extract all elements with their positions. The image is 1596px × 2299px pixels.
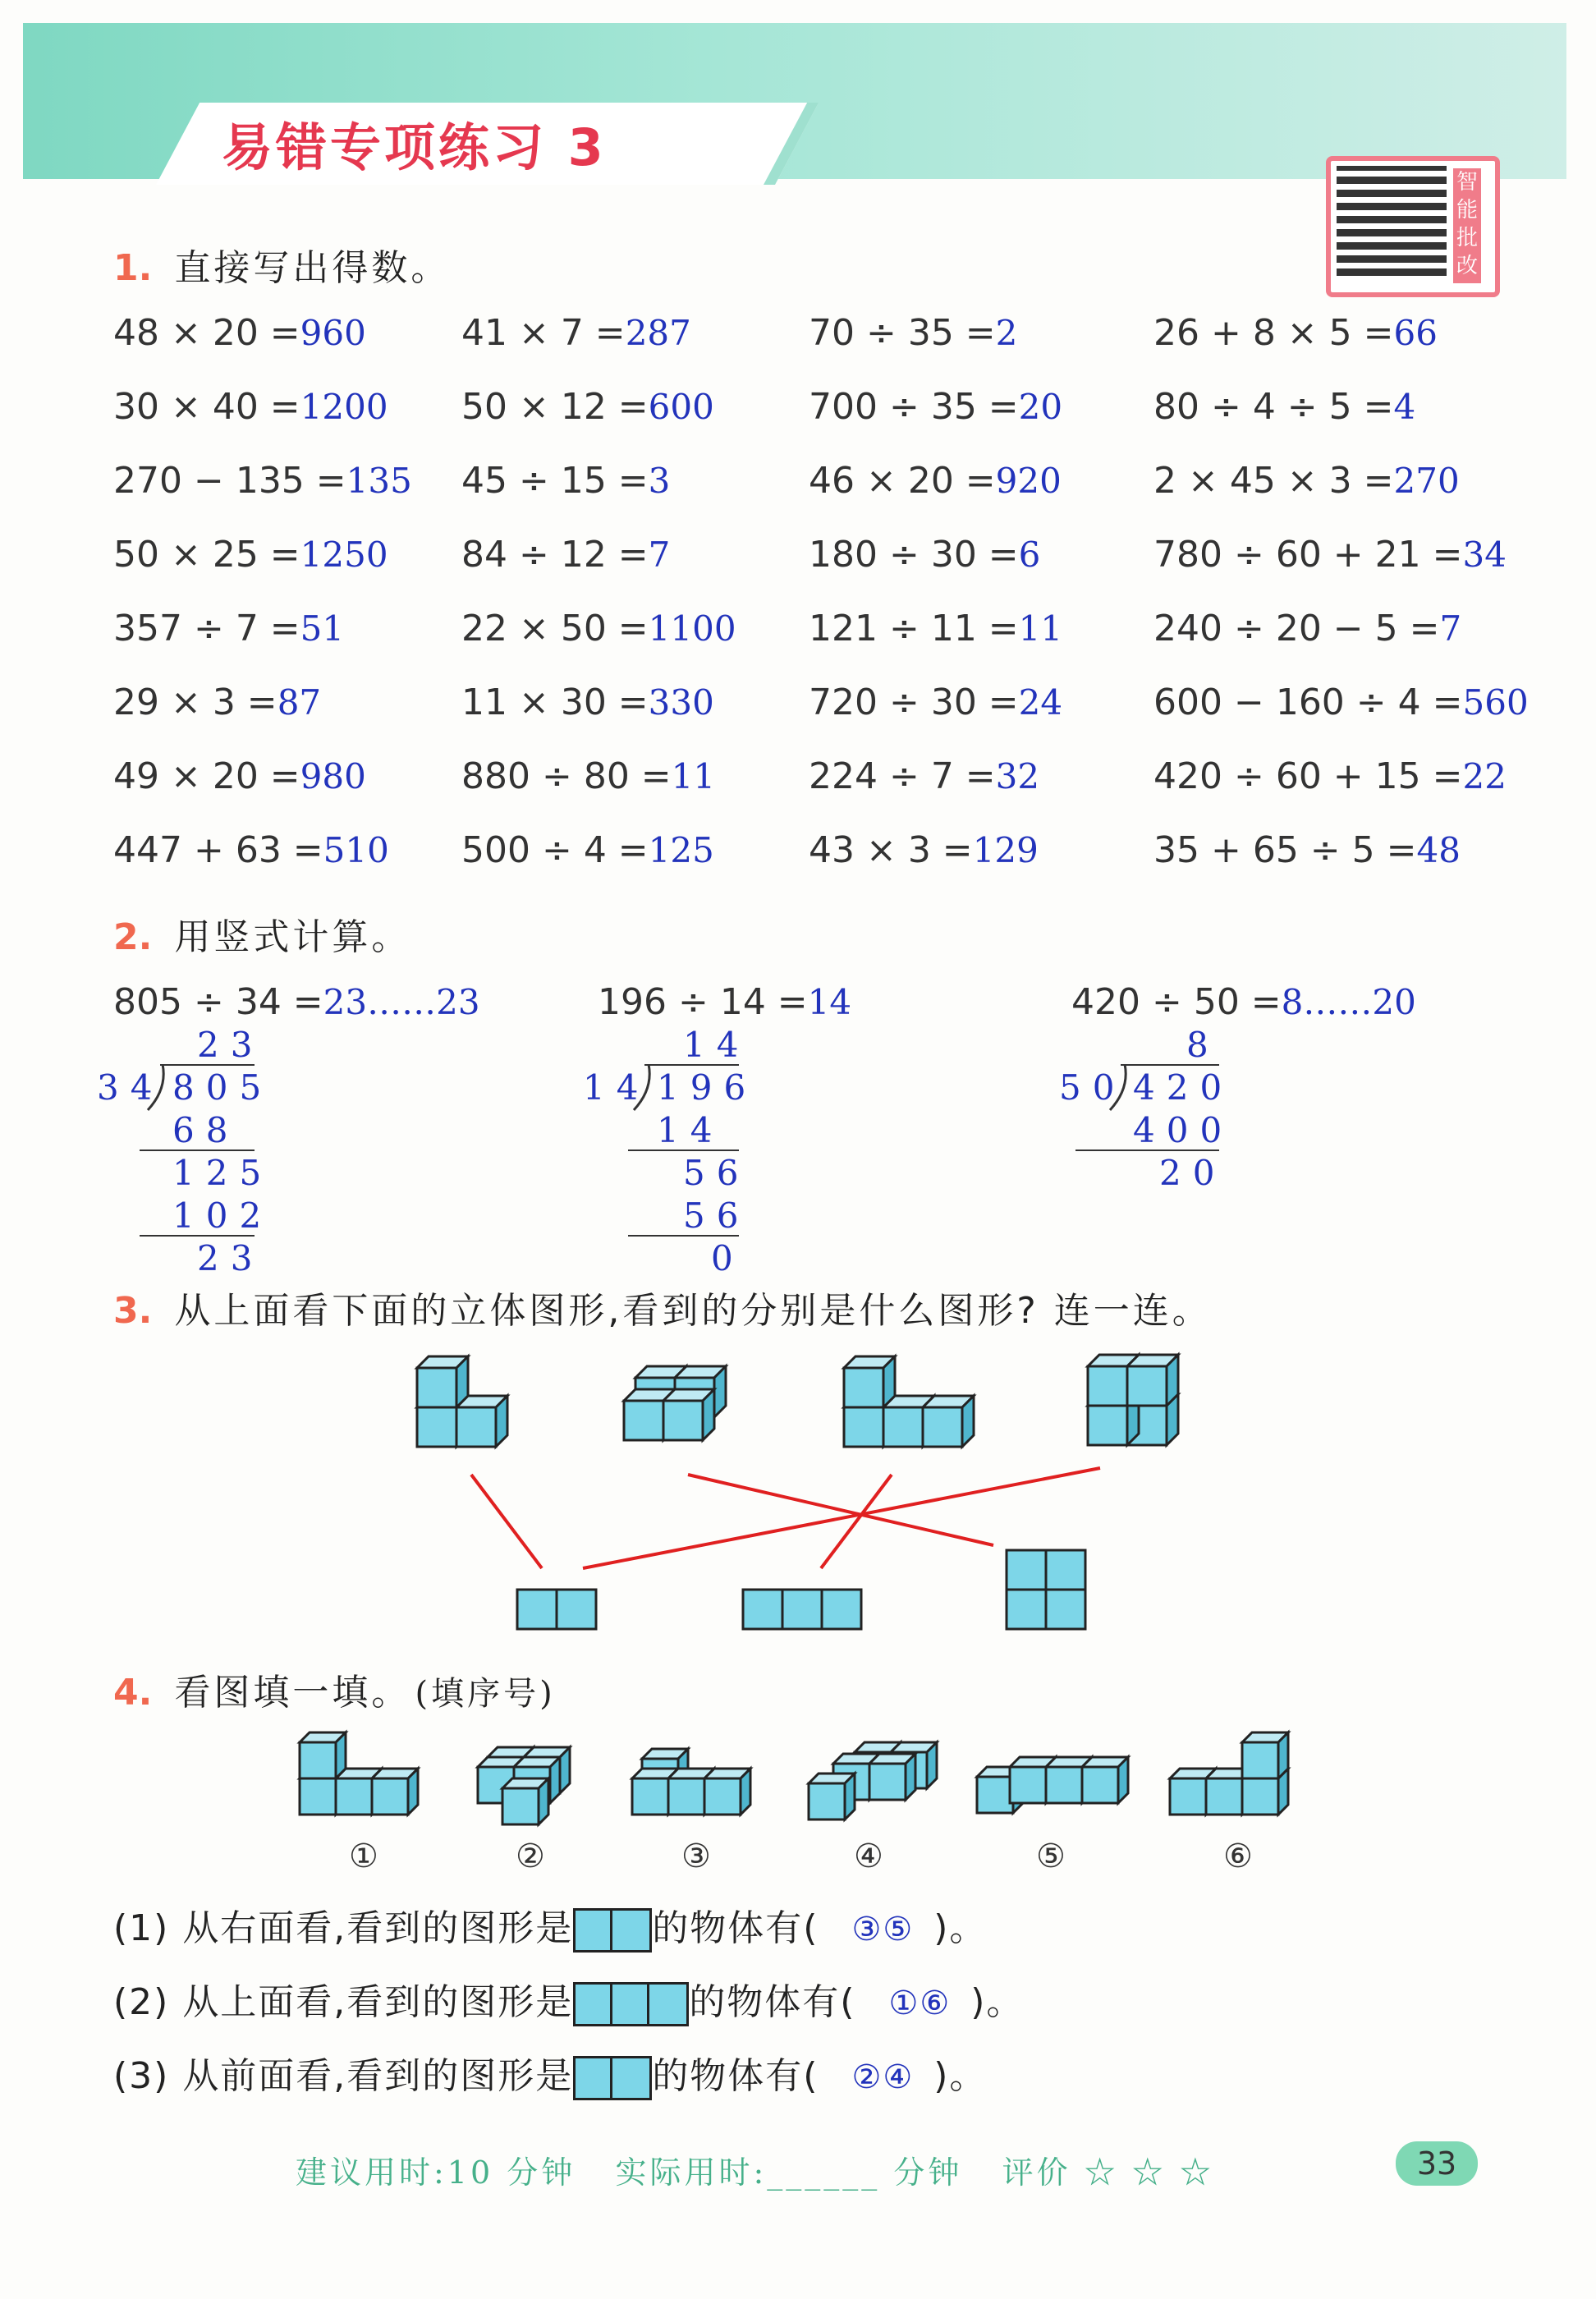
q2-eq-2: 196 ÷ 14 =14: [598, 981, 852, 1023]
expression: 720 ÷ 30 =: [809, 681, 1019, 723]
q1-problem: [113, 829, 389, 871]
q1-problem: [1153, 681, 1529, 723]
figure-6: [1170, 1732, 1288, 1815]
q1-problem: [113, 608, 344, 649]
expression: 270 − 135 =: [113, 460, 346, 502]
q1-problem: [809, 534, 1040, 576]
answer: 960: [300, 313, 366, 353]
q1-problem: [1153, 608, 1461, 649]
answer-3: ②④: [851, 2058, 915, 2096]
answer: 7: [1439, 608, 1462, 649]
step: 14: [657, 1110, 724, 1150]
q1-problem: [113, 534, 388, 576]
expression: 600 − 160 ÷ 4 =: [1153, 681, 1463, 723]
answer: 1200: [300, 387, 388, 427]
figure-label: ④: [854, 1838, 883, 1875]
expression: 420 ÷ 60 + 15 =: [1153, 755, 1463, 797]
expression: 46 × 20 =: [809, 460, 996, 502]
solid-figure-c: [844, 1356, 974, 1447]
dividend: 420: [1133, 1067, 1234, 1108]
figure-label: ①: [349, 1838, 378, 1875]
q1-problem: [809, 386, 1062, 428]
divisor: 34: [97, 1067, 164, 1108]
expression: 50 × 12 =: [461, 386, 649, 428]
q4-sub-2: (2) 从上面看,看到的图形是 的物体有( ①⑥ )。: [113, 1972, 1024, 2026]
solid-figure-d: [1088, 1355, 1178, 1445]
expression: 43 × 3 =: [809, 829, 973, 871]
q4-heading: [113, 1663, 556, 1715]
dividend: 805: [172, 1067, 273, 1108]
q1-problem: [461, 829, 714, 871]
answer: 20: [1018, 387, 1063, 427]
dividend: 196: [657, 1067, 758, 1108]
answer: 3: [648, 461, 671, 501]
answer: 32: [995, 756, 1040, 796]
expression: 80 ÷ 4 ÷ 5 =: [1153, 386, 1394, 428]
step: 56: [683, 1195, 750, 1236]
expression: 29 × 3 =: [113, 681, 277, 723]
divisor: 14: [583, 1067, 650, 1108]
step: 68: [172, 1110, 240, 1150]
expression: 45 ÷ 15 =: [461, 460, 649, 502]
q1-number: 1.: [113, 247, 153, 289]
expression: 357 ÷ 7 =: [113, 608, 300, 649]
figure-5: [977, 1757, 1128, 1813]
expression: 84 ÷ 12 =: [461, 534, 649, 576]
step: 125: [172, 1153, 273, 1193]
expression: 700 ÷ 35 =: [809, 386, 1019, 428]
q1-problem: [809, 755, 1039, 797]
q1-problem: [809, 312, 1017, 354]
view-two-squares-icon: [573, 2056, 652, 2100]
answer: 4: [1393, 387, 1416, 427]
expression: 880 ÷ 80 =: [461, 755, 672, 797]
q2-heading: [113, 907, 410, 960]
q1-problem: [809, 681, 1062, 723]
q4-sub-1: (1) 从右面看,看到的图形是 的物体有( ③⑤ )。: [113, 1898, 987, 1953]
expression: 500 ÷ 4 =: [461, 829, 649, 871]
view-three-squares-icon: [573, 1982, 689, 2026]
expression: 2 × 45 × 3 =: [1153, 460, 1394, 502]
remainder: 20: [1159, 1153, 1227, 1193]
answer: 11: [1018, 608, 1063, 649]
q1-problem: [809, 829, 1039, 871]
step: 56: [683, 1153, 750, 1193]
page-title: 易错专项练习 3: [222, 117, 607, 177]
q1-problem: [1153, 755, 1507, 797]
q1-problem: [113, 460, 412, 502]
q1-problem: [461, 460, 670, 502]
qr-label: 智能批改: [1453, 168, 1481, 283]
q1-problem: [461, 312, 691, 354]
q3-number: 3.: [113, 1290, 153, 1332]
answer-2: ①⑥: [888, 1985, 952, 2022]
expression: 30 × 40 =: [113, 386, 300, 428]
q1-problem: [461, 386, 714, 428]
quotient: 14: [683, 1025, 750, 1065]
q1-problem: [1153, 460, 1460, 502]
q4-number: 4.: [113, 1672, 153, 1714]
q2-text: 用竖式计算。: [174, 916, 411, 958]
expression: 240 ÷ 20 − 5 =: [1153, 608, 1440, 649]
answer-1: ③⑤: [851, 1911, 915, 1948]
qr-code-icon[interactable]: [1337, 166, 1447, 276]
expression: 121 ÷ 11 =: [809, 608, 1019, 649]
answer: 980: [300, 756, 366, 796]
answer: 920: [995, 461, 1062, 501]
expression: 224 ÷ 7 =: [809, 755, 996, 797]
q3-text: 从上面看下面的立体图形,看到的分别是什么图形? 连一连。: [174, 1290, 1212, 1332]
answer: 1100: [648, 608, 736, 649]
answer: 287: [625, 313, 691, 353]
expression: 70 ÷ 35 =: [809, 312, 996, 354]
step: 400: [1133, 1110, 1234, 1150]
solid-figure-b: [624, 1366, 726, 1440]
q1-problem: [1153, 312, 1438, 354]
q2-number: 2.: [113, 916, 153, 958]
expression: 180 ÷ 30 =: [809, 534, 1019, 576]
answer: 48: [1416, 830, 1461, 870]
view-two-squares-icon: [573, 1908, 652, 1953]
figure-2: [478, 1747, 570, 1824]
expression: 26 + 8 × 5 =: [1153, 312, 1394, 354]
answer: 51: [300, 608, 345, 649]
answer: 11: [671, 756, 716, 796]
q4-note: (填序号): [415, 1675, 556, 1713]
answer: 34: [1462, 535, 1507, 575]
quotient: 8: [1186, 1025, 1220, 1065]
answer: 87: [277, 682, 322, 723]
q1-problem: [113, 386, 388, 428]
answer: 1250: [300, 535, 388, 575]
answer: 129: [972, 830, 1039, 870]
view-four-squares: [1007, 1550, 1085, 1629]
q1-problem: [461, 534, 670, 576]
remainder: 0: [711, 1238, 745, 1278]
answer: 135: [346, 461, 412, 501]
answer: 66: [1393, 313, 1438, 353]
expression: 49 × 20 =: [113, 755, 300, 797]
answer: 270: [1393, 461, 1460, 501]
expression: 35 + 65 ÷ 5 =: [1153, 829, 1417, 871]
q3-figures: [0, 1330, 1596, 1642]
answer: 510: [323, 830, 389, 870]
expression: 780 ÷ 60 + 21 =: [1153, 534, 1463, 576]
answer: 330: [648, 682, 714, 723]
figure-4: [809, 1742, 937, 1819]
view-two-squares: [517, 1590, 596, 1629]
expression: 50 × 25 =: [113, 534, 300, 576]
q1-problem: [809, 460, 1062, 502]
figure-label: ③: [681, 1838, 711, 1875]
q1-problem: [1153, 829, 1461, 871]
q1-problem: [461, 681, 714, 723]
q1-problem: [113, 681, 321, 723]
expression: 11 × 30 =: [461, 681, 649, 723]
q4-sub-3: (3) 从前面看,看到的图形是 的物体有( ②④ )。: [113, 2046, 987, 2100]
answer: 24: [1018, 682, 1063, 723]
answer: 125: [648, 830, 714, 870]
answer: 560: [1462, 682, 1529, 723]
answer: 2: [995, 313, 1018, 353]
q2-eq-3: 420 ÷ 50 =8……20: [1071, 981, 1416, 1023]
figure-3: [632, 1749, 750, 1815]
view-three-squares: [743, 1590, 861, 1629]
q1-problem: [113, 312, 366, 354]
figure-1: [300, 1732, 418, 1815]
q1-problem: [1153, 386, 1415, 428]
q1-problem: [809, 608, 1062, 649]
step: 102: [172, 1195, 273, 1236]
expression: 447 + 63 =: [113, 829, 323, 871]
page-number: 33: [1396, 2141, 1478, 2186]
figure-label: ②: [516, 1838, 545, 1875]
answer: 22: [1462, 756, 1507, 796]
q4-figures: [0, 1724, 1596, 1847]
answer: 6: [1018, 535, 1041, 575]
q1-problem: [461, 608, 736, 649]
footer-text: 建议用时:10 分钟 实际用时:______ 分钟 评价 ☆ ☆ ☆: [296, 2154, 1214, 2191]
q1-text: 直接写出得数。: [174, 247, 451, 289]
expression: 22 × 50 =: [461, 608, 649, 649]
q3-heading: [113, 1281, 1212, 1333]
answer: 7: [648, 535, 671, 575]
answer: 600: [648, 387, 714, 427]
quotient: 23: [197, 1025, 264, 1065]
q4-text: 看图填一填。: [174, 1672, 411, 1714]
figure-label: ⑤: [1036, 1838, 1066, 1875]
expression: 48 × 20 =: [113, 312, 300, 354]
solid-figure-a: [417, 1356, 507, 1447]
expression: 41 × 7 =: [461, 312, 626, 354]
divisor: 50: [1059, 1067, 1126, 1108]
q1-problem: [113, 755, 366, 797]
figure-label: ⑥: [1223, 1838, 1253, 1875]
remainder: 23: [197, 1238, 264, 1278]
q1-problem: [1153, 534, 1507, 576]
q1-problem: [461, 755, 715, 797]
q1-heading: [113, 238, 450, 291]
q2-eq-1: 805 ÷ 34 =23……23: [113, 981, 480, 1023]
